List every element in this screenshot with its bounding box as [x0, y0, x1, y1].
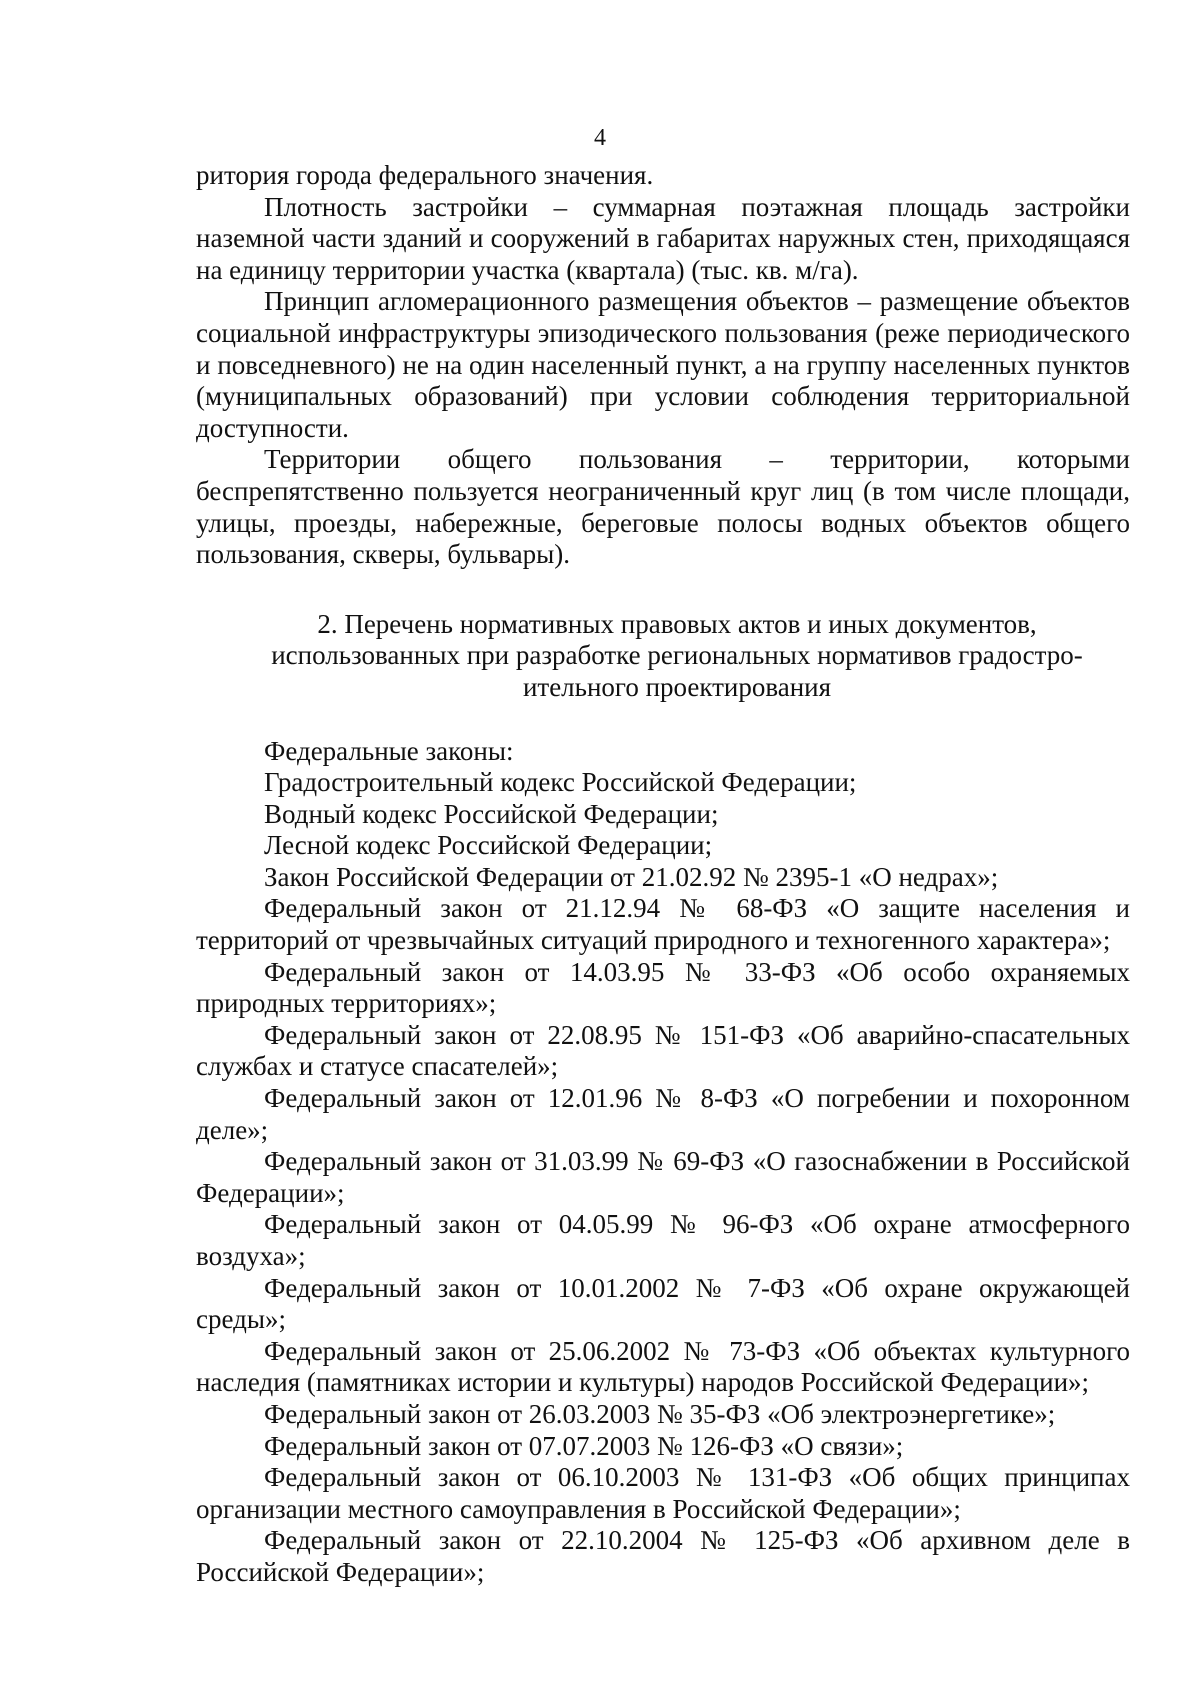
law-item: Федеральный закон от 31.03.99 № 69-ФЗ «О газоснабжении в Российской Федерации»;: [196, 1146, 1130, 1208]
law-item: Федеральный закон от 14.03.95 № 33-ФЗ «Об особо охраняемых природных территориях»;: [196, 956, 1130, 1019]
law-item: Закон Российской Федерации от 21.02.92 № 2395-1 «О недрах»;: [264, 861, 999, 892]
laws-label: Федеральные законы:: [264, 735, 514, 766]
law-item: Федеральный закон от 22.10.2004 № 125-ФЗ «Об архивном деле в Российской Федерации»;: [196, 1525, 1130, 1587]
definition-paragraph: Плотность застройки – суммарная поэтажная площадь застройки наземной части зданий и сооружений в габаритах наружных стен, приходящаяся на единицу территории участка (квартала) (тыс. кв. м/га).: [196, 191, 1130, 285]
law-item: Лесной кодекс Российской Федерации;: [264, 830, 713, 861]
section-heading-line: 2. Перечень нормативных правовых актов и иных документов,: [317, 608, 1037, 639]
document-body: [196, 160, 1130, 1589]
law-item: Градостроительный кодекс Российской Федерации;: [264, 767, 857, 798]
law-item: Федеральный закон от 26.03.2003 № 35-ФЗ «Об электроэнергетике»;: [264, 1398, 1056, 1429]
law-item: Федеральный закон от 04.05.99 № 96-ФЗ «Об охране атмосферного воздуха»;: [196, 1209, 1130, 1271]
page-number: 4: [594, 125, 606, 151]
law-item: Федеральный закон от 10.01.2002 № 7-ФЗ «Об охране окружающей среды»;: [196, 1272, 1130, 1335]
law-item: Федеральный закон от 06.10.2003 № 131-ФЗ «Об общих принципах организации местного самоуправления в Российской Федерации»;: [196, 1462, 1130, 1524]
law-item: Федеральный закон от 22.08.95 № 151-ФЗ «Об аварийно-спасательных службах и статусе спасателей»;: [196, 1019, 1130, 1082]
definition-paragraph: ритория города федерального значения.: [196, 160, 654, 190]
law-item: Водный кодекс Российской Федерации;: [264, 798, 719, 829]
section-heading-line: использованных при разработке региональных нормативов градостро-: [271, 640, 1083, 671]
section-heading-line: ительного проектирования: [522, 671, 832, 702]
definition-paragraph: Территории общего пользования – территории, которыми беспрепятственно пользуется неограниченный круг лиц (в том числе площади, улицы, проезды, набережные, береговые полосы водных объектов общего пользования, скверы, бульвары).: [196, 444, 1130, 570]
law-item: Федеральный закон от 21.12.94 № 68-ФЗ «О защите населения и территорий от чрезвычайных ситуаций природного и техногенного характера»;: [196, 893, 1130, 956]
law-item: Федеральный закон от 25.06.2002 № 73-ФЗ «Об объектах культурного наследия (памятниках истории и культуры) народов Российской Федерации»;: [196, 1335, 1130, 1398]
section-heading: [196, 609, 1130, 704]
law-item: Федеральный закон от 07.07.2003 № 126-ФЗ «О связи»;: [264, 1430, 904, 1461]
law-item: Федеральный закон от 12.01.96 № 8-ФЗ «О погребении и похоронном деле»;: [196, 1083, 1130, 1145]
definition-paragraph: Принцип агломерационного размещения объектов – размещение объектов социальной инфраструктуры эпизодического пользования (реже периодического и повседневного) не на один населенный пункт, а на группу населенных пунктов (муниципальных образований) при условии соблюдения территориальной доступности.: [196, 286, 1130, 443]
